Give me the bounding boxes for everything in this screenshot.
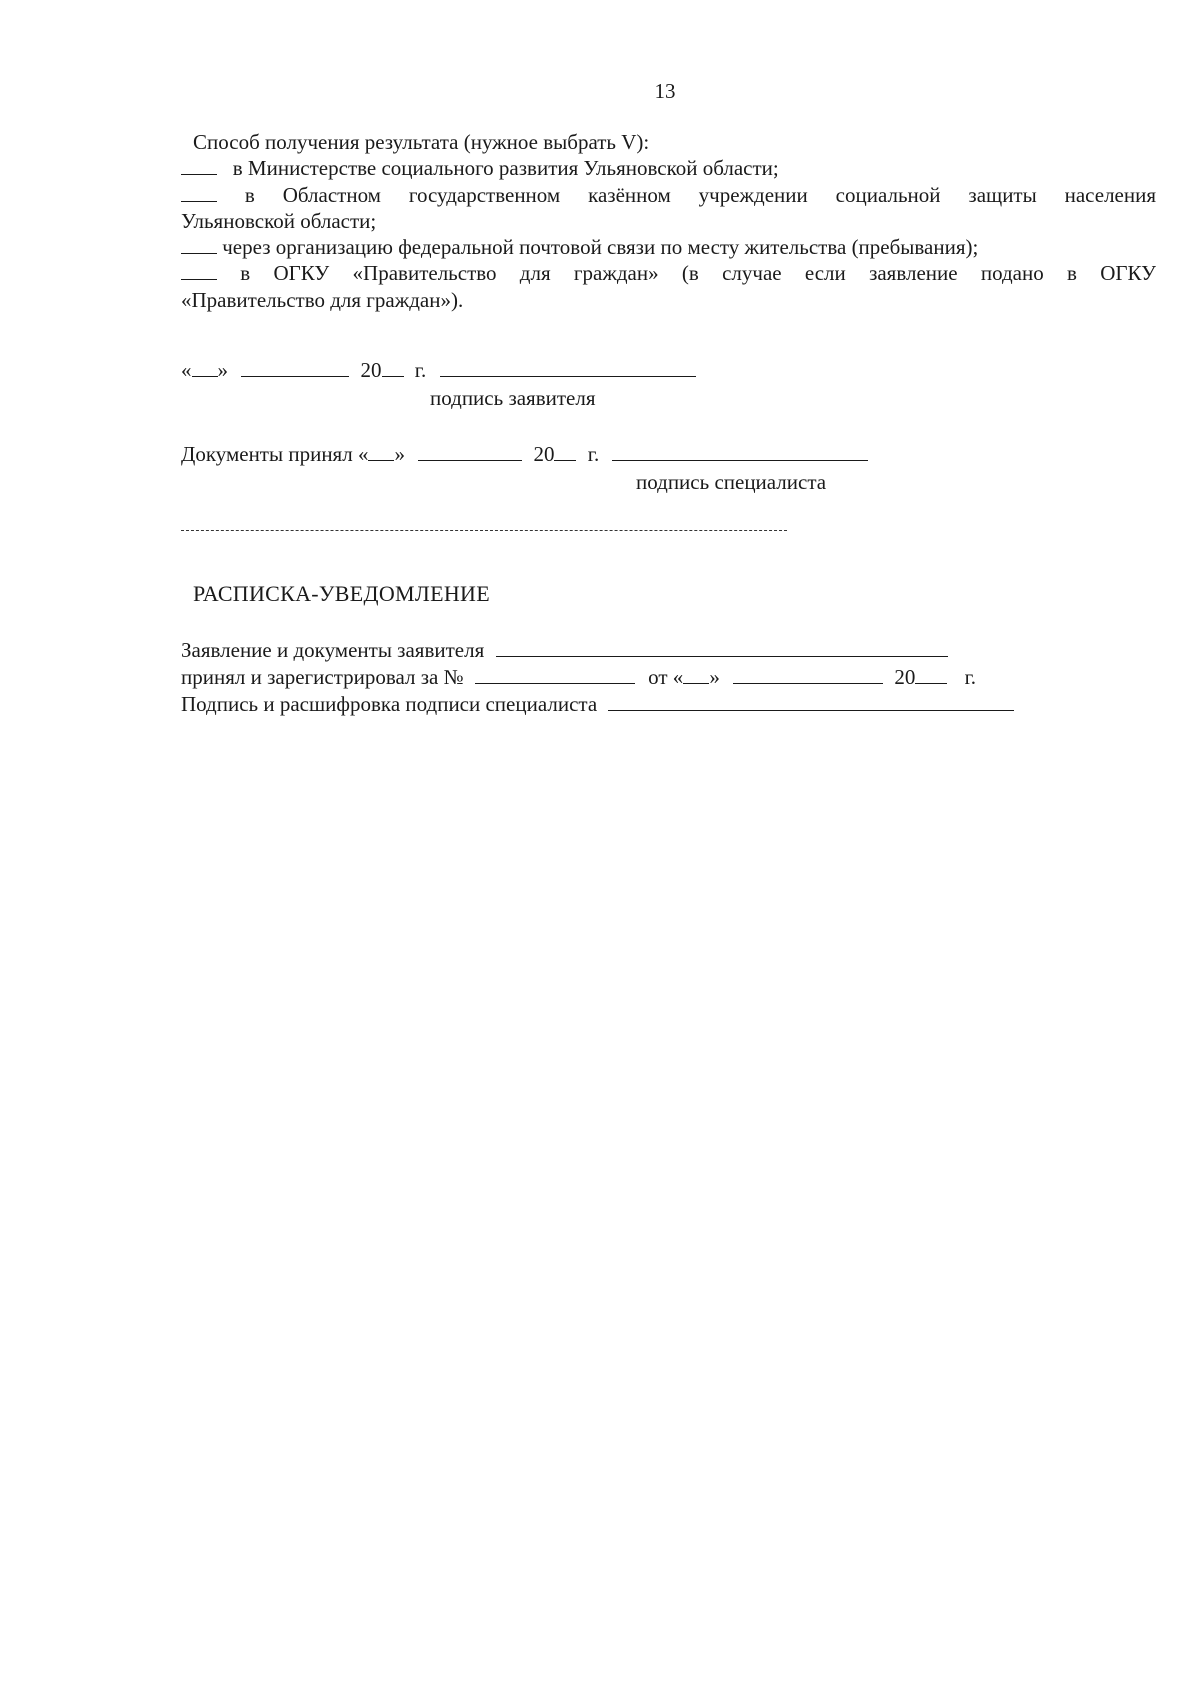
method-option-post — [181, 234, 1156, 260]
method-option-ogku-social — [181, 182, 1156, 208]
cut-line-divider — [181, 530, 787, 531]
receipt-documents-label: Заявление и документы заявителя — [181, 638, 485, 662]
option-text: в ОГКУ «Правительство для граждан» (в случае если заявление подано в ОГКУ — [240, 261, 1157, 286]
month-blank[interactable] — [733, 667, 883, 684]
receipt-title: РАСПИСКА-УВЕДОМЛЕНИЕ — [193, 581, 490, 606]
year-blank[interactable] — [554, 444, 576, 461]
checkbox-blank[interactable] — [181, 237, 217, 254]
checkbox-blank[interactable] — [181, 263, 217, 280]
option-text: через организацию федеральной почтовой связи по месту жительства (пребывания); — [222, 235, 979, 259]
year-suffix: г. — [587, 442, 600, 466]
applicant-signature-blank[interactable] — [440, 360, 696, 377]
specialist-full-signature-blank[interactable] — [608, 694, 1014, 711]
specialist-date-row — [181, 441, 868, 467]
close-quote: » — [709, 665, 720, 689]
checkbox-blank[interactable] — [181, 158, 217, 175]
page-number: 13 — [654, 79, 676, 103]
year-suffix: г. — [414, 358, 427, 382]
applicant-signature-caption: подпись заявителя — [430, 386, 596, 410]
receipt-body — [181, 637, 1014, 718]
from-label: от « — [648, 665, 684, 689]
accepted-label: Документы принял « — [181, 442, 369, 466]
result-method-section — [181, 129, 1156, 313]
method-option-government-cont: «Правительство для граждан»). — [181, 287, 464, 312]
receipt-line-registration — [181, 664, 1014, 691]
receipt-line-documents — [181, 637, 1014, 664]
applicant-name-blank[interactable] — [496, 640, 948, 657]
specialist-signature-label: Подпись и расшифровка подписи специалиста — [181, 692, 598, 716]
close-quote: » — [217, 358, 228, 382]
option-text: в Областном государственном казённом учреждении социальной защиты населения — [244, 182, 1157, 207]
checkbox-blank[interactable] — [181, 185, 217, 202]
year-blank[interactable] — [915, 667, 947, 684]
method-option-ogku-social-cont: Ульяновской области; — [181, 208, 377, 233]
year-blank[interactable] — [382, 360, 404, 377]
receipt-line-signature — [181, 691, 1014, 718]
method-option-government — [181, 260, 1156, 286]
close-quote: » — [394, 442, 405, 466]
year-prefix: 20 — [533, 442, 555, 466]
year-prefix: 20 — [360, 358, 382, 382]
year-suffix: г. — [964, 665, 977, 689]
specialist-signature-blank[interactable] — [612, 444, 868, 461]
specialist-signature-caption: подпись специалиста — [636, 470, 827, 494]
open-quote: « — [181, 358, 192, 382]
registration-number-blank[interactable] — [475, 667, 635, 684]
day-blank[interactable] — [192, 360, 218, 377]
applicant-date-row — [181, 357, 696, 383]
day-blank[interactable] — [683, 667, 709, 684]
month-blank[interactable] — [418, 444, 522, 461]
day-blank[interactable] — [368, 444, 394, 461]
year-prefix: 20 — [894, 665, 916, 689]
option-text: в Министерстве социального развития Ульяновской области; — [232, 156, 779, 181]
method-option-ministry — [181, 155, 1156, 181]
method-heading: Способ получения результата (нужное выбрать V): — [193, 130, 650, 154]
month-blank[interactable] — [241, 360, 349, 377]
registration-label: принял и зарегистрировал за № — [181, 665, 464, 689]
